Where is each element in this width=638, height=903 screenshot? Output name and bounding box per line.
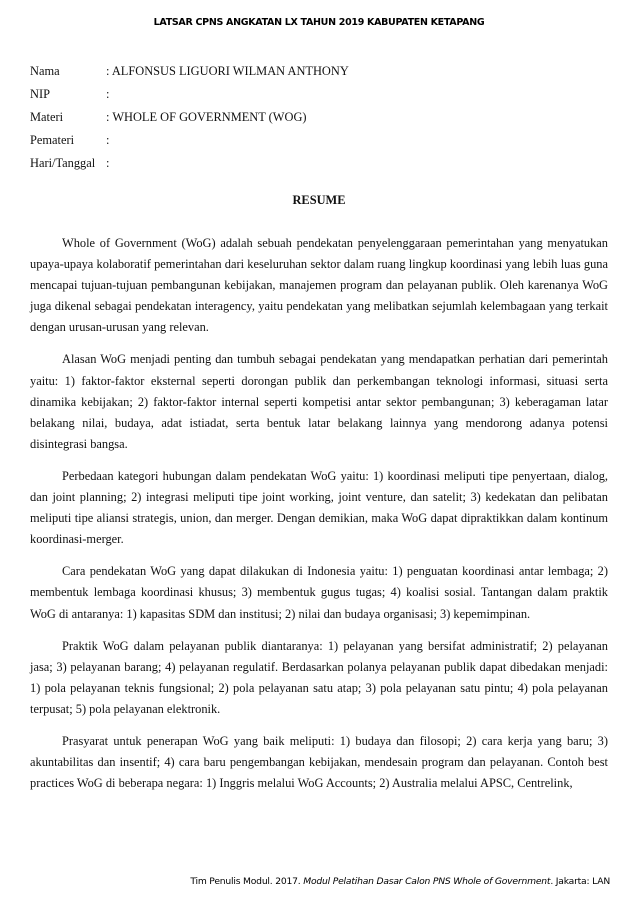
- paragraph: Cara pendekatan WoG yang dapat dilakukan di Indonesia yaitu: 1) penguatan koordinasi antar lembaga; 2) membentuk lembaga koordinasi khusus; 3) membentuk gugus tugas; 4) koalisi sosial. Tantangan dalam praktik WoG di antaranya: 1) kapasitas SDM dan institusi; 2) nilai dan budaya organisasi; 3) kepemimpinan.: [30, 564, 608, 621]
- meta-value: :: [106, 87, 110, 101]
- meta-key: Materi: [30, 110, 64, 124]
- meta-row-materi: [30, 106, 349, 129]
- page-footer: [190, 876, 610, 887]
- paragraph: Whole of Government (WoG) adalah sebuah pendekatan penyelenggaraan pemerintahan yang menyatukan upaya-upaya kolaboratif pemerintahan dari keseluruhan sektor dalam ruang lingkup koordinasi yang lebih luas guna mencapai tujuan-tujuan pembangunan kebijakan, manajemen program dan pelayanan publik. Oleh karenanya WoG juga dikenal sebagai pendekatan interagency, yaitu pendekatan yang melibatkan sejumlah kelembagaan yang terkait dengan urusan-urusan yang relevan.: [30, 236, 608, 335]
- meta-value: : WHOLE OF GOVERNMENT (WOG): [106, 110, 307, 124]
- document-title: RESUME: [292, 193, 346, 207]
- page-header: LATSAR CPNS ANGKATAN LX TAHUN 2019 KABUPATEN KETAPANG: [153, 17, 485, 28]
- meta-key: Hari/Tanggal: [30, 156, 96, 170]
- footer-title: Modul Pelatihan Dasar Calon PNS Whole of Government: [303, 876, 551, 887]
- meta-key: NIP: [30, 87, 50, 101]
- footer-prefix: Tim Penulis Modul. 2017.: [190, 876, 304, 887]
- meta-value: : ALFONSUS LIGUORI WILMAN ANTHONY: [106, 64, 349, 78]
- paragraph: Prasyarat untuk penerapan WoG yang baik meliputi: 1) budaya dan filosopi; 2) cara kerja yang baru; 3) akuntabilitas dan insentif; 4) cara baru pengembangan kebijakan, mendesain program dan pelayanan. Contoh best practices WoG di beberapa negara: 1) Inggris melalui WoG Accounts; 2) Australia melalui APSC, Centrelink,: [30, 733, 608, 791]
- meta-row-nama: [30, 60, 349, 83]
- meta-row-nip: [30, 83, 349, 106]
- meta-row-hari-tanggal: [30, 152, 349, 175]
- meta-key: Nama: [30, 64, 60, 78]
- document-body: [30, 233, 608, 805]
- meta-value: :: [106, 156, 110, 170]
- meta-value: :: [106, 133, 110, 147]
- meta-key: Pemateri: [30, 133, 75, 147]
- paragraph: Perbedaan kategori hubungan dalam pendekatan WoG yaitu: 1) koordinasi meliputi tipe penyertaan, dialog, dan joint planning; 2) integrasi meliputi tipe joint working, joint venture, dan satelit; 3) kedekatan dan pelibatan meliputi tipe aliansi strategis, union, dan merger. Dengan demikian, maka WoG dapat dipraktikkan dalam kontinum koordinasi-merger.: [30, 468, 608, 547]
- paragraph: Praktik WoG dalam pelayanan publik diantaranya: 1) pelayanan yang bersifat administratif; 2) pelayanan jasa; 3) pelayanan barang; 4) pelayanan regulatif. Berdasarkan polanya pelayanan publik dapat dibedakan menjadi: 1) pola pelayanan teknis fungsional; 2) pola pelayanan satu atap; 3) pola pelayanan satu pintu; 4) pola pelayanan terpusat; 5) pola pelayanan elektronik.: [30, 638, 608, 716]
- meta-row-pemateri: [30, 129, 349, 152]
- identity-table: [30, 60, 349, 175]
- paragraph: Alasan WoG menjadi penting dan tumbuh sebagai pendekatan yang mendapatkan perhatian dari pemerintah yaitu: 1) faktor-faktor eksternal seperti dorongan publik dan perkembangan teknologi informasi, situasi serta dinamika kebijakan; 2) faktor-faktor internal seperti kompetisi antar sektor pembangunan; 3) keberagaman latar belakang nilai, budaya, adat istiadat, serta bentuk latar belakang lainnya yang mendorong adanya potensi disintegrasi bangsa.: [30, 352, 608, 451]
- footer-suffix: . Jakarta: LAN: [550, 876, 610, 887]
